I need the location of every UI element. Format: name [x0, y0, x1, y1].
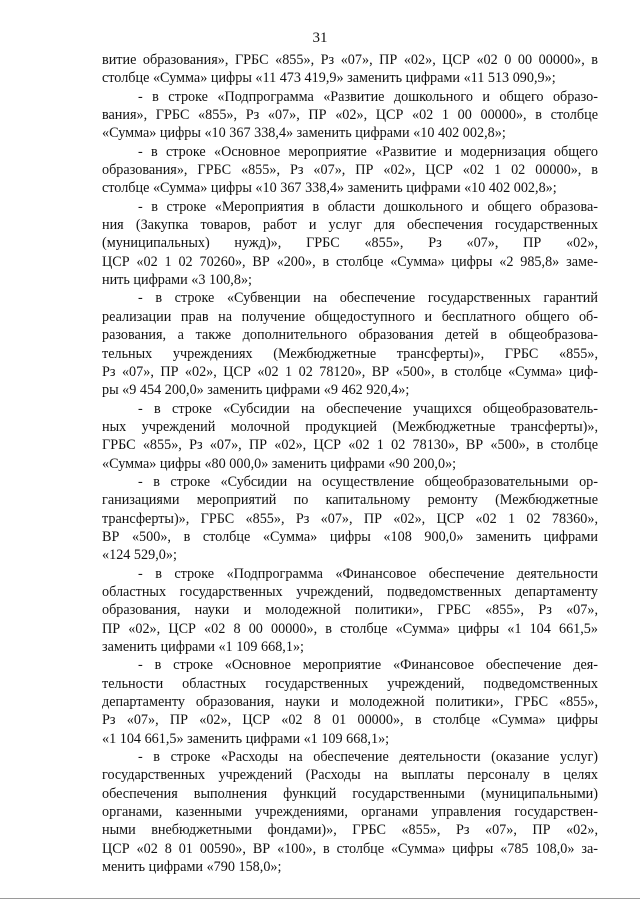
text-line: ния (Закупка товаров, работ и услуг для обеспечения государственных: [102, 217, 598, 234]
paragraph-first-line: - в строке «Основное мероприятие «Развитие и модернизация общего: [138, 143, 598, 160]
text-line: Рз «07», ПР «02», ЦСР «02 1 02 78120», ВР «500», в столбце «Сумма» циф-: [102, 363, 598, 380]
text-line: разования, а также дополнительного образования детей в общеобразова-: [102, 327, 598, 344]
text-line: ВР «500», в столбце «Сумма» цифры «108 900,0» заменить цифрами: [102, 528, 598, 545]
text-line: (муниципальных) нужд)», ГРБС «855», Рз «07», ПР «02»,: [102, 235, 598, 252]
text-line: ПР «02», ЦСР «02 8 00 00000», в столбце «Сумма» цифры «1 104 661,5»: [102, 620, 598, 637]
text-line: «Сумма» цифры «80 000,0» заменить цифрами «90 200,0»;: [102, 455, 457, 472]
paragraph-first-line: - в строке «Субвенции на обеспечение государственных гарантий: [138, 290, 598, 307]
text-line: трансферты)», ГРБС «855», Рз «07», ПР «02», ЦСР «02 1 02 78360»,: [102, 510, 598, 527]
paragraph-first-line: - в строке «Субсидии на обеспечение учащихся общеобразователь-: [138, 400, 598, 417]
paragraph-first-line: - в строке «Подпрограмма «Финансовое обеспечение деятельности: [138, 565, 598, 582]
text-line: заменить цифрами «1 109 668,1»;: [102, 639, 304, 655]
paragraph-first-line: - в строке «Расходы на обеспечение деятельности (оказание услуг): [138, 749, 598, 766]
text-line: ГРБС «855», Рз «07», ПР «02», ЦСР «02 1 02 78130», ВР «500», в столбце: [102, 437, 598, 454]
text-line: «Сумма» цифры «10 367 338,4» заменить цифрами «10 402 002,8»;: [102, 125, 506, 142]
text-line: тельных учреждениях (Межбюджетные трансферты)», ГРБС «855»,: [102, 345, 598, 362]
text-line: нить цифрами «3 100,8»;: [102, 272, 252, 289]
text-line: областных государственных учреждений, подведомственных департаменту: [102, 583, 598, 600]
text-line: реализации прав на получение общедоступного и бесплатного общего об-: [102, 308, 598, 325]
text-line: ных учреждений молочной продукцией (Межбюджетные трансферты)»,: [102, 418, 598, 435]
text-line: обеспечения выполнения функций государственными (муниципальными): [102, 785, 598, 802]
text-line: тельности областных государственных учреждений, подведомственных: [102, 675, 598, 692]
text-line: ными внебюджетными фондами)», ГРБС «855», Рз «07», ПР «02»,: [102, 822, 598, 839]
text-line: образования», ГРБС «855», Рз «07», ПР «02», ЦСР «02 1 02 00000», в: [102, 162, 598, 179]
text-line: Рз «07», ПР «02», ЦСР «02 8 01 00000», в столбце «Сумма» цифры: [102, 712, 598, 729]
text-line: столбце «Сумма» цифры «10 367 338,4» заменить цифрами «10 402 002,8»;: [102, 180, 557, 197]
paragraph-first-line: - в строке «Основное мероприятие «Финансовое обеспечение дея-: [138, 657, 598, 674]
text-line: ганизациями мероприятий по капитальному ремонту (Межбюджетные: [102, 492, 598, 509]
page-number: 31: [312, 30, 328, 46]
text-line: ры «9 454 200,0» заменить цифрами «9 462 920,4»;: [102, 382, 410, 399]
text-line: «124 529,0»;: [102, 547, 177, 564]
paragraph-first-line: - в строке «Субсидии на осуществление общеобразовательными ор-: [138, 473, 598, 490]
text-line: департаменту образования, науки и молодежной политики», ГРБС «855»,: [102, 694, 598, 711]
text-line: органами, казенными учреждениями, органами управления государствен-: [102, 804, 598, 821]
paragraph-first-line: - в строке «Мероприятия в области дошкольного и общего образова-: [138, 198, 598, 215]
text-line: ЦСР «02 1 02 70260», ВР «200», в столбце «Сумма» цифры «2 985,8» заме-: [102, 253, 598, 270]
bottom-divider: [0, 898, 640, 899]
text-line: образования, науки и молодежной политики», ГРБС «855», Рз «07»,: [102, 602, 598, 619]
text-line: «1 104 661,5» заменить цифрами «1 109 668,1»;: [102, 730, 390, 747]
text-line: столбце «Сумма» цифры «11 473 419,9» заменить цифрами «11 513 090,9»;: [102, 70, 556, 87]
text-line: витие образования», ГРБС «855», Рз «07», ПР «02», ЦСР «02 0 00 00000», в: [102, 52, 598, 68]
text-line: менить цифрами «790 158,0»;: [102, 859, 282, 876]
text-line: ЦСР «02 8 01 00590», ВР «100», в столбце «Сумма» цифры «785 108,0» за-: [102, 840, 598, 857]
paragraph-first-line: - в строке «Подпрограмма «Развитие дошкольного и общего образо-: [138, 88, 598, 105]
text-line: вания», ГРБС «855», Рз «07», ПР «02», ЦСР «02 1 00 00000», в столбце: [102, 107, 598, 124]
document-body: [102, 51, 598, 876]
text-line: государственных учреждений (Расходы на выплаты персоналу в целях: [102, 767, 598, 784]
